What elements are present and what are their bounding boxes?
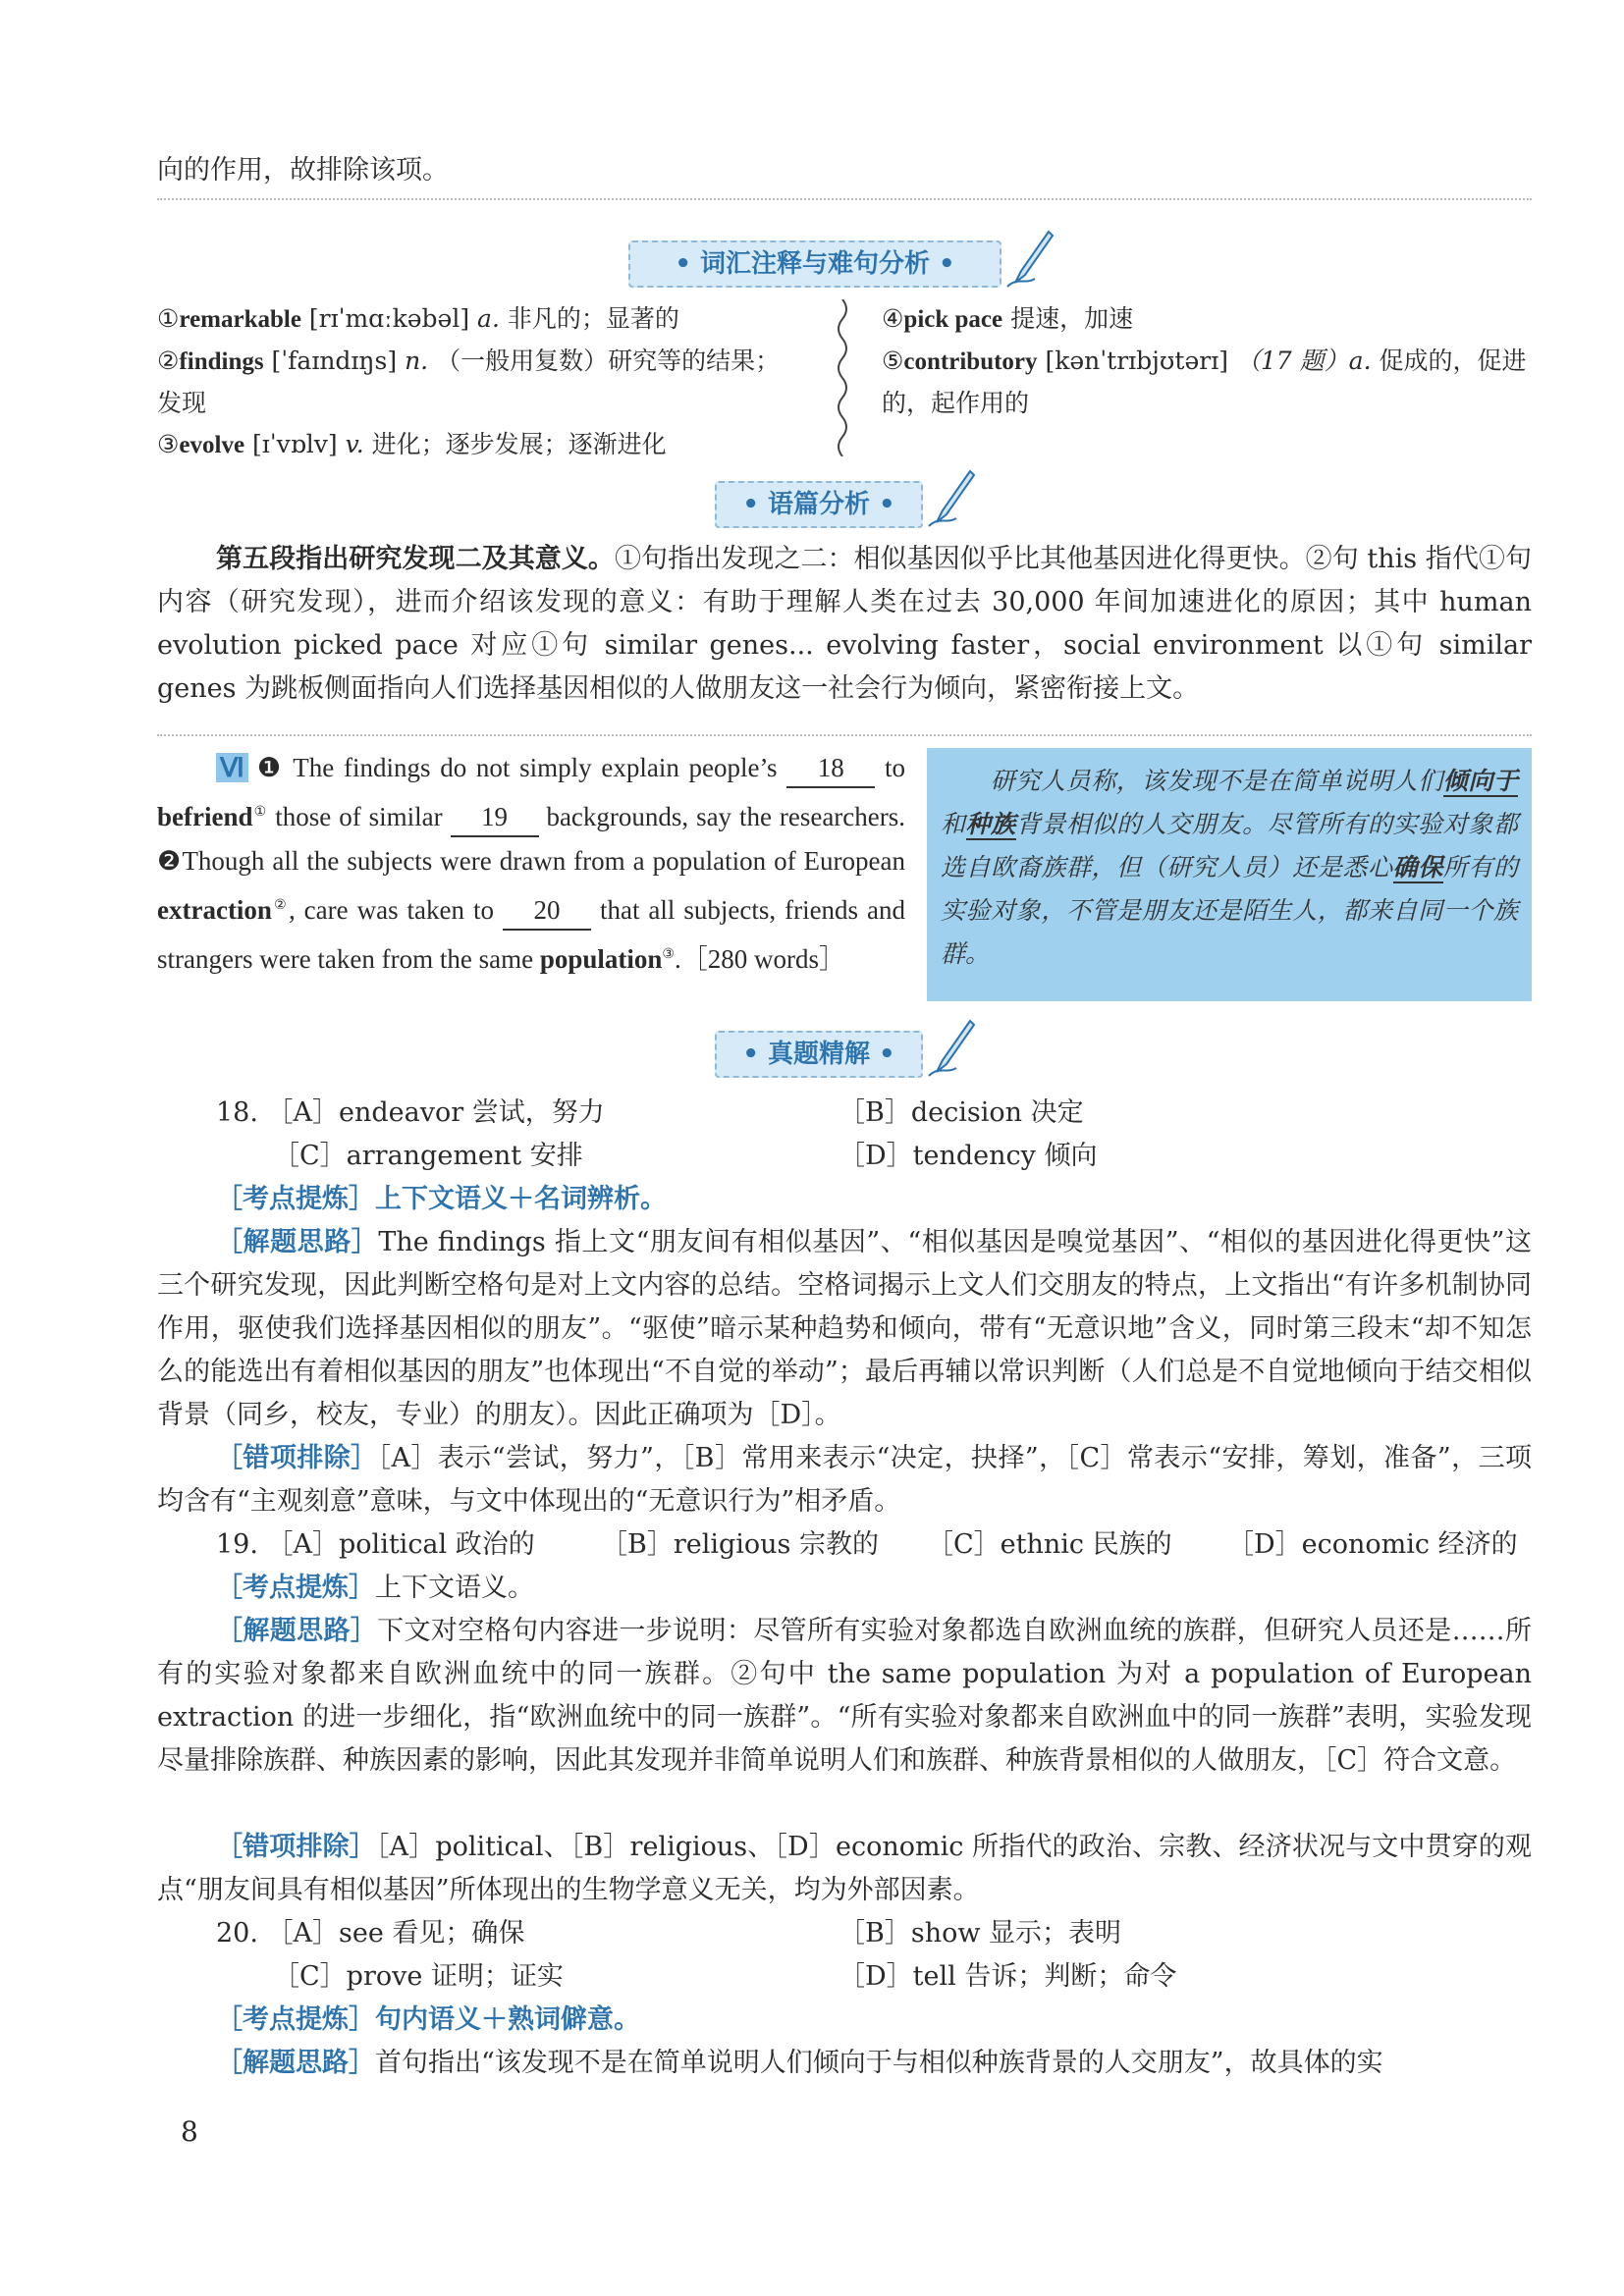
q20-point [216, 1999, 640, 2042]
point-text: 上下文语义。 [375, 1573, 534, 1603]
section-header-discourse: • 语篇分析 • [715, 481, 923, 528]
q18-elim [157, 1437, 1532, 1523]
keyword: befriend [157, 802, 253, 831]
vocab-right-list [882, 298, 1532, 424]
tag-label: ［解题思路］ [216, 1616, 378, 1646]
paragraph-number: Ⅵ [216, 753, 248, 782]
q19-option-b: ［B］religious 宗教的 [601, 1529, 879, 1560]
top-line: 向的作用，故排除该项。 [157, 155, 449, 186]
vocab-item: ②findings [ˈfaɪndɪŋs] n. （一般用复数）研究等的结果； [157, 347, 781, 375]
page-number: 8 [181, 2115, 198, 2148]
blank-18: 18 [786, 749, 875, 788]
vocab-item-cont: 发现 [157, 389, 207, 417]
q19-option-c: ［C］ethnic 民族的 [927, 1529, 1172, 1560]
point-text: 上下文语义＋名词辨析。 [375, 1184, 667, 1214]
footnote-mark: ① [252, 805, 268, 820]
elim-text: ［A］political、［B］religious、［D］economic 所指代的政治、宗教、经济状况与文中贯穿的观点“朋友间具有相似基因”所体现出的生物学意义无关，均为外部因素。 [157, 1832, 1533, 1905]
tag-label: ［解题思路］ [216, 2048, 375, 2078]
tag-label: ［解题思路］ [216, 1227, 379, 1257]
translation-text: 背景相似的人交朋友。尽管所有的实验对象都选自欧裔族群，但（研究人员）还是悉心 [941, 810, 1518, 881]
translation-text: 和 [941, 810, 966, 838]
q19-option-d: ［D］economic 经济的 [1227, 1529, 1518, 1560]
q19-elim [157, 1826, 1532, 1912]
translation-highlight: 确保 [1392, 853, 1443, 881]
wavy-divider [833, 299, 852, 456]
vocab-item: ③evolve [ɪˈvɒlv] v. 进化；逐步发展；逐渐进化 [157, 430, 667, 458]
tag-label: ［错项排除］ [216, 1832, 376, 1862]
passage-text: Though all the subjects were drawn from a population of European [182, 846, 905, 876]
vocab-left-list [157, 298, 825, 466]
tag-label: ［考点提炼］ [216, 1184, 375, 1214]
section-header-vocab: • 词汇注释与难句分析 • [628, 240, 1001, 288]
divider [157, 198, 1532, 200]
q20-option-b: ［B］show 显示；表明 [839, 1918, 1122, 1949]
q20-option-c: ［C］prove 证明；证实 [273, 1961, 564, 1992]
tag-label: ［错项排除］ [216, 1443, 378, 1473]
passage-paragraph [157, 746, 905, 982]
idea-text: 下文对空格句内容进一步说明：尽管所有实验对象都选自欧洲血统的族群，但研究人员还是……所有的实验对象都来自欧洲血统中的同一族群。②句中 the same population 为对 a population of European extraction 的进一步细化，指“欧洲血统中的同一族群”。“所有实验对象都来自欧洲血中的同一族群”表明，实验发现尽量排除族群、种族因素的影响，因此其发现并非简单说明人们和族群、种族背景相似的人做朋友，［C］符合文意。 [157, 1616, 1532, 1776]
blank-19: 19 [451, 798, 539, 837]
translation-highlight: 种族 [965, 810, 1016, 838]
vocab-item: ①remarkable [rɪˈmɑːkəbəl] a. 非凡的；显著的 [157, 304, 679, 333]
passage-text: , care was taken to [288, 895, 494, 925]
footnote-mark: ② [271, 898, 289, 913]
passage-text: to [884, 753, 905, 782]
sentence-marker: ❶ [253, 753, 285, 783]
q19-idea [157, 1610, 1532, 1783]
elim-text: ［A］表示“尝试，努力”，［B］常用来表示“决定，抉择”，［C］常表示“安排，筹划，准备”，三项均含有“主观刻意”意味，与文中体现出的“无意识行为”相矛盾。 [157, 1443, 1532, 1517]
passage-text: The findings do not simply explain people’s [293, 753, 778, 782]
vocab-item: ④pick pace 提速，加速 [882, 304, 1134, 333]
translation-box [927, 748, 1532, 1001]
footnote-mark: ③ [662, 947, 675, 962]
divider [157, 734, 1532, 736]
idea-text: 首句指出“该发现不是在简单说明人们倾向于与相似种族背景的人交朋友”，故具体的实 [375, 2048, 1383, 2078]
pen-icon [925, 467, 980, 530]
q20-option-a: 20. ［A］see 看见；确保 [216, 1918, 525, 1949]
passage-text: backgrounds, say the researchers. [546, 802, 906, 831]
q19-option-a: 19. ［A］political 政治的 [216, 1529, 535, 1560]
blank-20: 20 [503, 891, 591, 931]
tag-label: ［考点提炼］ [216, 1573, 375, 1603]
q18-option-a: 18. ［A］endeavor 尝试，努力 [216, 1097, 605, 1128]
pen-icon [925, 1017, 980, 1080]
passage-text: that all subjects, friends and strangers were taken from the same [157, 895, 906, 974]
q18-option-c: ［C］arrangement 安排 [273, 1141, 583, 1171]
tag-label: ［考点提炼］ [216, 2004, 375, 2035]
q18-idea [157, 1221, 1532, 1437]
sentence-marker: ❷ [157, 846, 183, 877]
q18-option-d: ［D］tendency 倾向 [839, 1141, 1098, 1171]
q18-point [216, 1178, 667, 1221]
section-header-answers: • 真题精解 • [715, 1031, 923, 1078]
point-text: 句内语义＋熟词僻意。 [375, 2004, 640, 2035]
q19-point [216, 1567, 534, 1610]
q18-option-b: ［B］decision 决定 [839, 1097, 1084, 1128]
keyword: population [539, 944, 663, 974]
translation-highlight: 倾向于 [1442, 767, 1518, 795]
passage-text: those of similar [275, 802, 443, 831]
vocab-item-cont: 的，起作用的 [882, 389, 1030, 417]
q20-option-d: ［D］tell 告诉；判断；命令 [839, 1961, 1177, 1992]
idea-text: The findings 指上文“朋友间有相似基因”、“相似基因是嗅觉基因”、“相似的基因进化得更快”这三个研究发现，因此判断空格句是对上文内容的总结。空格词揭示上文人们交朋友的特点，上文指出“有许多机制协同作用，驱使我们选择基因相似的朋友”。“驱使”暗示某种趋势和倾向，带有“无意识地”含义，同时第三段末“却不知怎么的能选出有着相似基因的朋友”也体现出“不自觉的举动”；最后再辅以常识判断（人们总是不自觉地倾向于结交相似背景（同乡，校友，专业）的朋友）。因此正确项为［D］。 [157, 1227, 1532, 1430]
passage-text: .［280 words］ [674, 944, 845, 974]
discourse-body: ①句指出发现之二：相似基因似乎比其他基因进化得更快。②句 this 指代①句内容（研究发现），进而介绍该发现的意义：有助于理解人类在过去 30,000 年间加速进化的原因；其中 human evolution picked pace 对应①句 similar genes... evolving faster，social environment 以①句 similar genes 为跳板侧面指向人们选择基因相似的人做朋友这一社会行为倾向，紧密衔接上文。 [157, 544, 1532, 704]
translation-text: 研究人员称，该发现不是在简单说明人们 [990, 767, 1443, 795]
q20-idea [157, 2042, 1532, 2085]
translation-text: 所有的实验对象，不管是朋友还是陌生人，都来自同一个族群。 [941, 853, 1518, 968]
discourse-lead: 第五段指出研究发现二及其意义。 [216, 544, 615, 574]
pen-icon [1003, 228, 1058, 291]
discourse-analysis [157, 538, 1532, 711]
keyword: extraction [157, 895, 272, 925]
vocab-item: ⑤contributory [kənˈtrɪbjʊtərɪ] （17 题）a. 促成的，促进 [882, 347, 1527, 375]
